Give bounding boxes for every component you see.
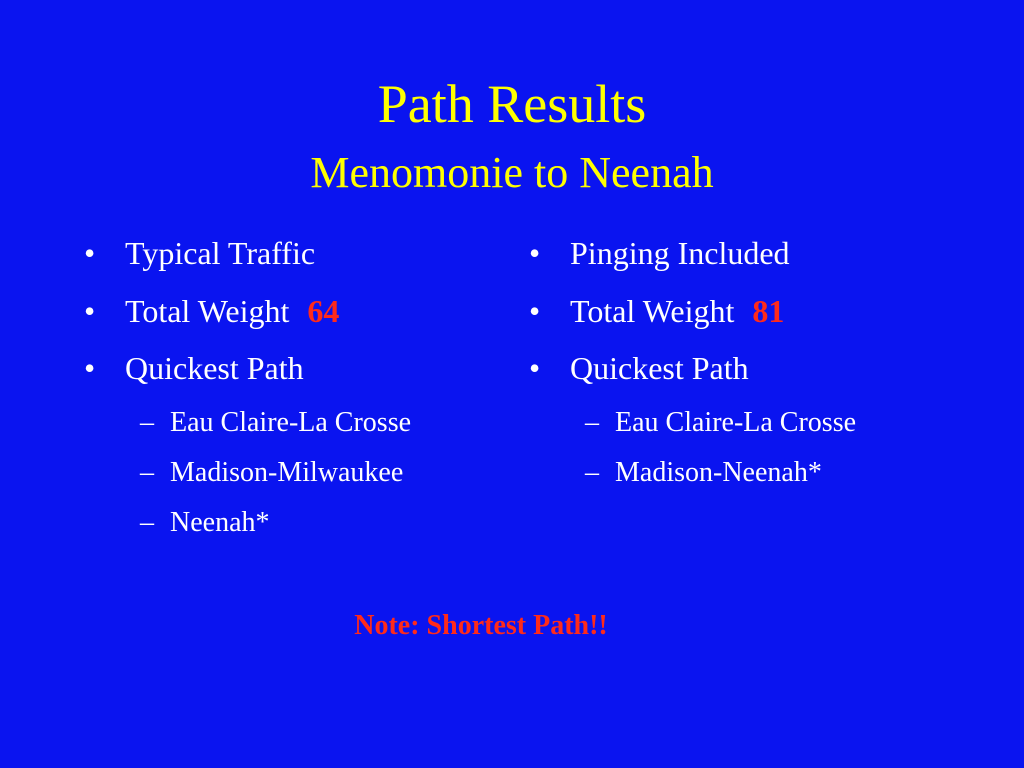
dash-icon: – — [585, 456, 599, 488]
bullet-text: Quickest Path — [570, 350, 749, 386]
path-step — [84, 451, 504, 501]
bullet-item — [84, 286, 504, 344]
bullet-item — [529, 286, 949, 344]
bullet-icon: • — [529, 235, 541, 271]
bullet-text: Pinging Included — [570, 235, 790, 271]
left-column — [84, 228, 504, 551]
bullet-text: Quickest Path — [125, 350, 304, 386]
bullet-icon: • — [84, 235, 96, 271]
bullet-item — [84, 343, 504, 401]
bullet-text: Typical Traffic — [125, 235, 316, 271]
total-weight-value: 64 — [307, 292, 340, 329]
bullet-item — [529, 228, 949, 286]
dash-icon: – — [585, 406, 599, 438]
bullet-icon: • — [529, 292, 541, 329]
path-step-text: Madison-Milwaukee — [170, 456, 404, 488]
dash-icon: – — [140, 456, 154, 488]
path-step-text: Eau Claire-La Crosse — [615, 406, 857, 438]
slide-subtitle: Menomonie to Neenah — [310, 148, 714, 197]
bullet-item — [84, 228, 504, 286]
path-step-text: Madison-Neenah* — [615, 456, 822, 488]
note-text: Note: Shortest Path!! — [354, 610, 608, 641]
path-step — [529, 451, 949, 501]
path-step — [84, 501, 504, 551]
bullet-text: Total Weight — [570, 292, 735, 329]
right-column — [529, 228, 949, 501]
bullet-text: Total Weight — [125, 292, 290, 329]
bullet-icon: • — [84, 350, 96, 386]
path-step-text: Eau Claire-La Crosse — [170, 406, 412, 438]
path-step-text: Neenah* — [170, 506, 270, 538]
dash-icon: – — [140, 406, 154, 438]
bullet-icon: • — [84, 292, 96, 329]
slide-title: Path Results — [377, 74, 647, 134]
path-step — [529, 401, 949, 451]
path-step — [84, 401, 504, 451]
bullet-item — [529, 343, 949, 401]
dash-icon: – — [140, 506, 154, 538]
total-weight-value: 81 — [752, 292, 785, 329]
bullet-icon: • — [529, 350, 541, 386]
